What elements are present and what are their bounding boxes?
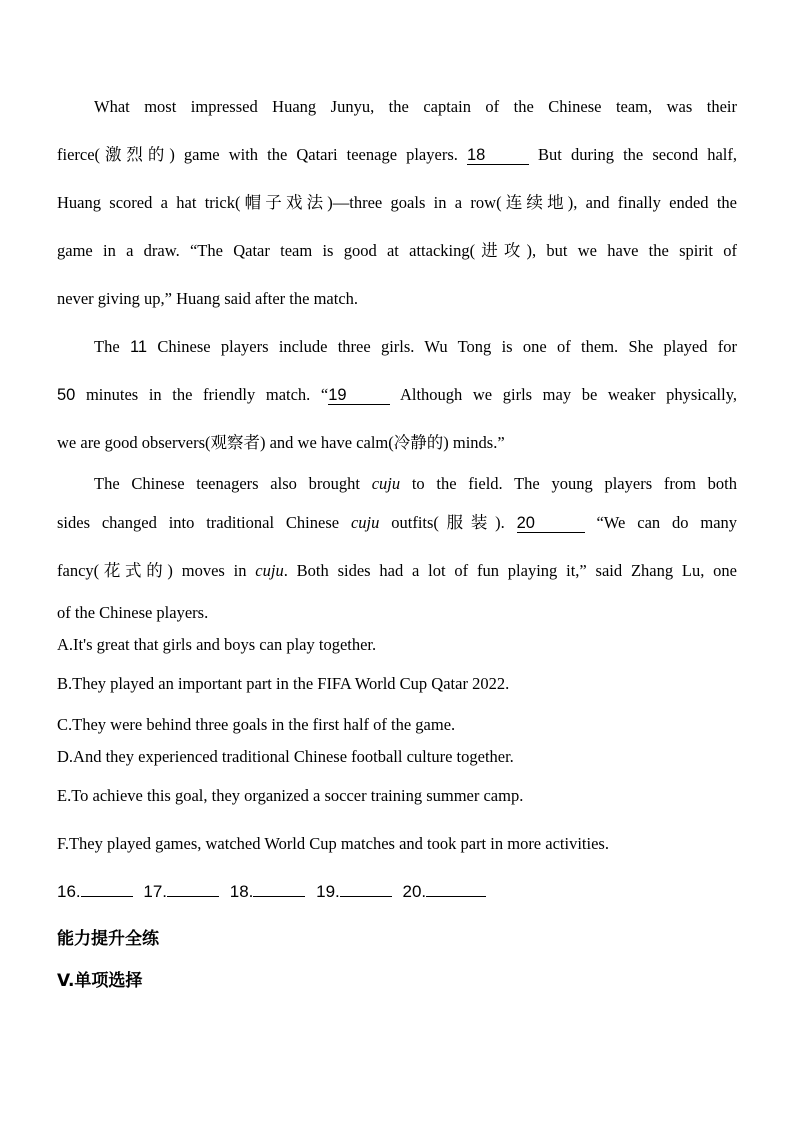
answer-20[interactable]: 20. bbox=[403, 880, 487, 902]
option-c: C.They were behind three goals in the first half of the game. bbox=[57, 715, 456, 734]
answer-18[interactable]: 18. bbox=[230, 880, 306, 902]
p3-line-3: fancy(花式的) moves in cuju. Both sides had a lot of fun playing it,” said Zhang Lu, one bbox=[57, 561, 738, 580]
section-title: 能力提升全练 bbox=[57, 929, 159, 949]
p1-line-2: fierce(激烈的) game with the Qatari teenage players. 18 But during the second half, bbox=[57, 145, 737, 164]
p3-line-4: of the Chinese players. bbox=[57, 603, 209, 622]
answer-17[interactable]: 17. bbox=[143, 880, 219, 902]
p2-line-3: we are good observers(观察者) and we have calm(冷静的) minds.” bbox=[57, 433, 505, 452]
p3-line-2: sides changed into traditional Chinese cuju outfits(服装). 20 “We can do many bbox=[57, 513, 738, 532]
option-e: E.To achieve this goal, they organized a soccer training summer camp. bbox=[57, 786, 524, 805]
answer-row bbox=[57, 880, 492, 902]
answer-16[interactable]: 16. bbox=[57, 880, 133, 902]
p1-line-3: Huang scored a hat trick(帽子戏法)—three goals in a row(连续地), and finally ended the bbox=[57, 193, 737, 212]
p1-line-4: game in a draw. “The Qatar team is good at attacking(进攻), but we have the spirit of bbox=[57, 241, 737, 260]
p1-line-5: never giving up,” Huang said after the match. bbox=[57, 289, 359, 308]
option-f: F.They played games, watched World Cup matches and took part in more activities. bbox=[57, 834, 609, 853]
p2-line-2: 50 minutes in the friendly match. “19 Although we girls may be weaker physically, bbox=[57, 385, 737, 404]
option-d: D.And they experienced traditional Chinese football culture together. bbox=[57, 747, 514, 766]
blank-19[interactable]: 19 bbox=[328, 386, 390, 405]
blank-20[interactable]: 20 bbox=[517, 514, 585, 533]
subsection-title: V.单项选择 bbox=[57, 971, 143, 991]
option-b: B.They played an important part in the FIFA World Cup Qatar 2022. bbox=[57, 674, 510, 693]
p2-line-1: The 11 Chinese players include three girls. Wu Tong is one of them. She played for bbox=[94, 337, 738, 356]
p3-line-1: The Chinese teenagers also brought cuju to the field. The young players from both bbox=[94, 474, 737, 493]
option-a: A.It's great that girls and boys can play together. bbox=[57, 635, 377, 654]
p1-line-1: What most impressed Huang Junyu, the captain of the Chinese team, was their bbox=[94, 97, 737, 116]
blank-18[interactable]: 18 bbox=[467, 146, 529, 165]
answer-19[interactable]: 19. bbox=[316, 880, 392, 902]
